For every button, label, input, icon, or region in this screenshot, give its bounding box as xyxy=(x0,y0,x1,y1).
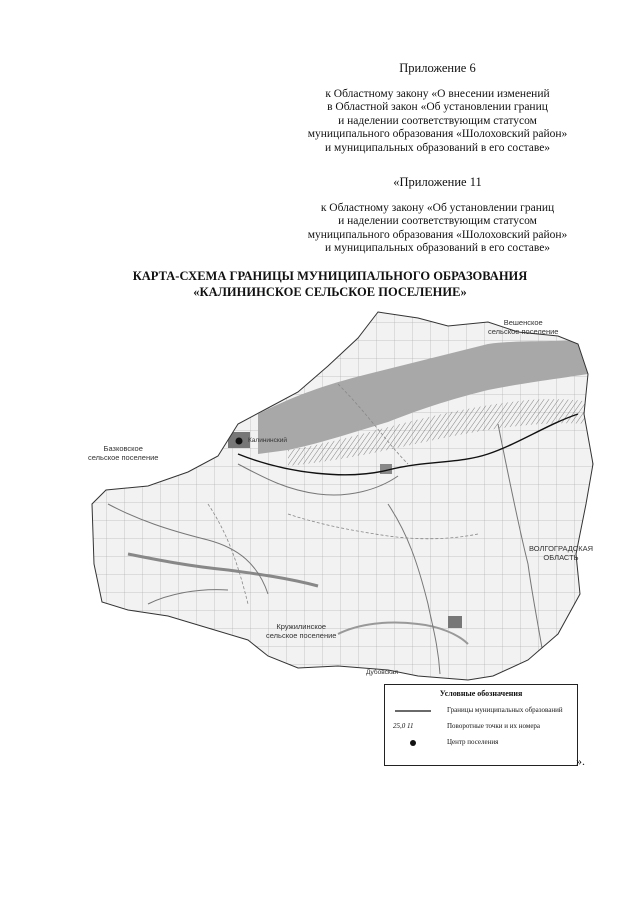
map-title-line: КАРТА-СХЕМА ГРАНИЦЫ МУНИЦИПАЛЬНОГО ОБРАЗОВАНИЯ xyxy=(132,269,528,283)
settlement-center-dot xyxy=(236,438,243,445)
label-kruzhilinskoe: Кружилинское сельское поселение xyxy=(266,622,337,640)
legend-row xyxy=(393,737,573,749)
appendix-11-line: и наделении соответствующим статусом xyxy=(338,215,537,227)
appendix-6-line: и наделении соответствующим статусом xyxy=(338,114,537,127)
label-volgograd-oblast: ВОЛГОГРАДСКАЯ ОБЛАСТЬ xyxy=(529,544,593,562)
legend-text: Границы муниципальных образований xyxy=(447,706,563,714)
appendix-6-line: к Областному закону «О внесении изменений xyxy=(325,87,550,100)
boundary-line-icon xyxy=(393,705,433,717)
map-terrain xyxy=(88,304,598,684)
settlement-dot-icon xyxy=(393,737,433,749)
label-bazkovskoe: Базковское сельское поселение xyxy=(88,444,159,462)
label-dubovskaya: Дубовская xyxy=(366,669,398,676)
appendix-11-header xyxy=(285,176,590,256)
appendix-6-header xyxy=(285,62,590,155)
map-graphic xyxy=(88,304,598,684)
appendix-11-line: и муниципальных образований в его составе» xyxy=(324,242,551,254)
appendix-11-line: к Областному закону «Об установлении границ xyxy=(320,201,555,214)
appendix-6-line: муниципального образования «Шолоховский район» xyxy=(307,128,568,140)
map-title xyxy=(80,268,580,300)
settlement-map xyxy=(88,304,598,684)
turning-point-label: 25,0 11 xyxy=(393,722,414,730)
legend-text: Центр поселения xyxy=(447,738,499,746)
closing-quote: ». xyxy=(576,754,585,768)
appendix-6-title: Приложение 6 xyxy=(399,61,476,75)
appendix-11-title: «Приложение 11 xyxy=(393,175,482,189)
legend-text: Поворотные точки и их номера xyxy=(447,722,541,730)
legend-row xyxy=(393,721,573,733)
label-kalininsky: Калининский xyxy=(248,437,287,444)
legend-title: Условные обозначения xyxy=(439,689,523,698)
map-legend xyxy=(384,684,578,766)
map-title-line: «КАЛИНИНСКОЕ СЕЛЬСКОЕ ПОСЕЛЕНИЕ» xyxy=(193,285,467,299)
appendix-6-line: в Областной закон «Об установлении границ xyxy=(327,101,548,113)
appendix-6-line: и муниципальных образований в его составе» xyxy=(324,141,551,154)
legend-row xyxy=(393,705,573,717)
label-veshenskoe: Вешенское сельское поселение xyxy=(488,318,559,336)
appendix-11-line: муниципального образования «Шолоховский район» xyxy=(307,228,568,241)
